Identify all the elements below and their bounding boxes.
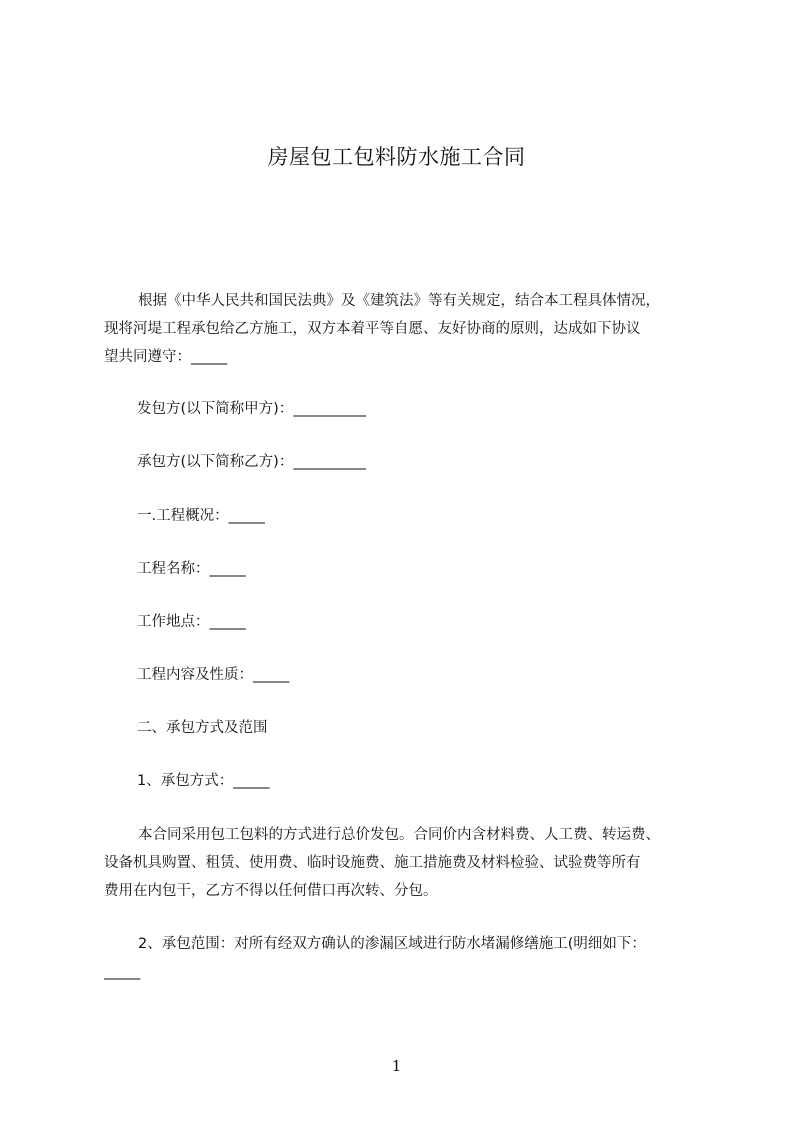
- intro-paragraph: [104, 287, 724, 371]
- party-a-line: 发包方(以下简称甲方)：__________: [137, 401, 366, 417]
- page-number: 1: [391, 1057, 402, 1075]
- method-detail-paragraph: [104, 821, 724, 905]
- intro-line-2: 现将河堤工程承包给乙方施工，双方本着平等自愿、友好协商的原则，达成如下协议: [104, 321, 641, 337]
- section-2-heading: 二、承包方式及范围: [137, 720, 268, 736]
- contract-scope-line-1: 2、承包范围：对所有经双方确认的渗漏区域进行防水堵漏修缮施工(明细如下：: [138, 936, 646, 952]
- party-b-line: 承包方(以下简称乙方)：__________: [137, 454, 366, 470]
- contract-scope-paragraph: [104, 930, 724, 986]
- method-detail-line-3: 费用在内包干，乙方不得以任何借口再次转、分包。: [104, 883, 438, 899]
- project-content-line: 工程内容及性质：_____: [137, 667, 290, 683]
- intro-line-3: 望共同遵守：_____: [104, 349, 228, 365]
- method-detail-line-1: 本合同采用包工包料的方式进行总价发包。合同价内含材料费、人工费、转运费、: [138, 827, 660, 843]
- contract-method-line: 1、承包方式：_____: [137, 773, 270, 789]
- intro-line-1: 根据《中华人民共和国民法典》及《建筑法》等有关规定，结合本工程具体情况，: [138, 293, 660, 309]
- work-location-line: 工作地点：_____: [137, 614, 246, 630]
- project-name-line: 工程名称：_____: [137, 561, 246, 577]
- section-1-heading: 一.工程概况：_____: [137, 508, 265, 524]
- method-detail-line-2: 设备机具购置、租赁、使用费、临时设施费、施工措施费及材料检验、试验费等所有: [104, 855, 641, 871]
- document-title: 房屋包工包料防水施工合同: [267, 145, 526, 169]
- contract-scope-line-2: _____: [104, 964, 141, 980]
